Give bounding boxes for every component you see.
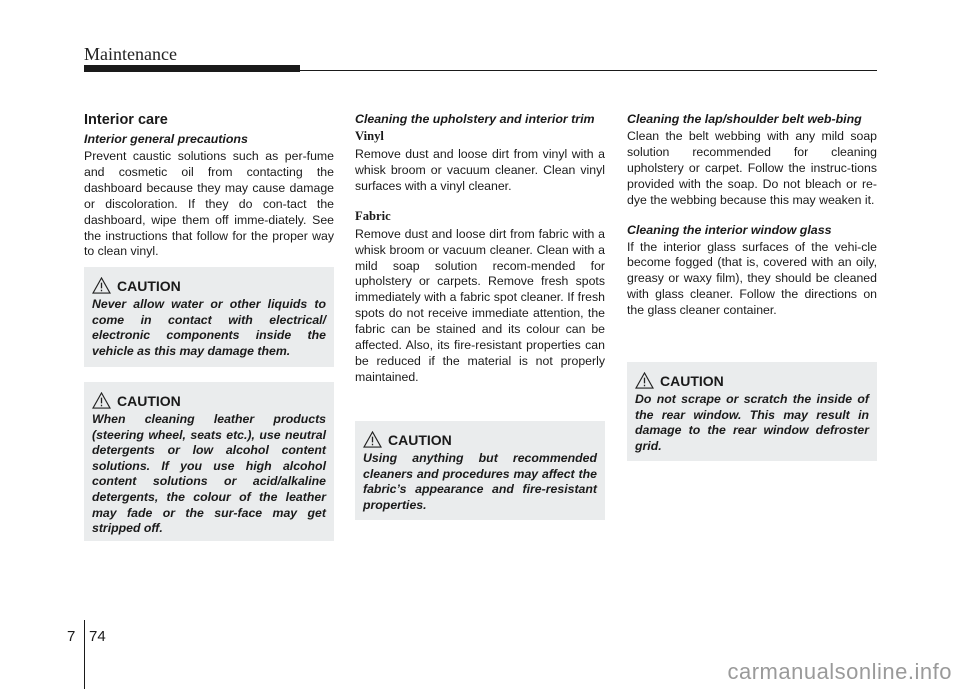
warning-triangle-icon — [363, 431, 382, 448]
glass-text: If the interior glass surfaces of the vehi-cle become fogged (that is, covered with an oily, greasy or waxy film), they should be cleaned with glass cleaner. Follow the directions on the glass cleaner container. — [627, 239, 877, 318]
fabric-text: Remove dust and loose dirt from fabric with a whisk broom or vacuum cleaner. Clean with a mild soap solution recom-mended for upholstery or carpets. Remove fresh spots immediately with a fabric spot cleaner. If fresh spots do not receive immediate attention, the fabric can be stained and its colour can be affected. Also, its fire-resistant properties can be reduced if the material is not properly maintained. — [355, 226, 605, 384]
caution-title: CAUTION — [117, 392, 181, 409]
caution-box-liquids — [84, 267, 334, 367]
vinyl-text: Remove dust and loose dirt from vinyl with a whisk broom or vacuum cleaner. Clean vinyl surfaces with a vinyl cleaner. — [355, 147, 605, 193]
page-header-title: Maintenance — [84, 44, 177, 64]
subsection-heading: Interior general precautions — [84, 132, 248, 146]
caution-box-leather — [84, 382, 334, 541]
footer-divider — [84, 620, 85, 689]
glass-heading: Cleaning the interior window glass — [627, 222, 832, 237]
caution-text: Using anything but recommended cleaners and procedures may affect the fabric’s appearance and fire-resistant properties. — [363, 451, 597, 512]
column-interior-care — [84, 112, 334, 260]
subsection-heading: Cleaning the upholstery and interior trim — [355, 112, 595, 126]
caution-text: Never allow water or other liquids to come in contact with electrical/ electronic components inside the vehicle as this may damage them. — [92, 297, 326, 358]
warning-triangle-icon — [92, 277, 111, 294]
column-upholstery — [355, 112, 605, 386]
caution-text: Do not scrape or scratch the inside of the rear window. This may result in damage to the rear window defroster grid. — [635, 392, 869, 453]
body-text: Prevent caustic solutions such as per-fume and cosmetic oil from contacting the dashboard because they may cause damage or discoloration. If they do con-tact the dashboard, wipe them off imme-diately. See the instructions that follow for the proper way to clean vinyl. — [84, 149, 334, 259]
caution-title: CAUTION — [117, 277, 181, 294]
warning-triangle-icon — [92, 392, 111, 409]
caution-text: When cleaning leather products (steering wheel, seats etc.), use neutral detergents or low alcohol content solutions. If you use high alcohol content solutions or acid/alkaline detergents, the colour of the leather may fade or the sur-face may get stripped off. — [92, 412, 326, 536]
caution-box-window — [627, 362, 877, 461]
caution-title: CAUTION — [388, 431, 452, 448]
fabric-heading: Fabric — [355, 208, 391, 223]
column-belt-glass — [627, 112, 877, 319]
warning-triangle-icon — [635, 372, 654, 389]
header-rule — [300, 70, 877, 71]
vinyl-heading: Vinyl — [355, 129, 384, 143]
watermark-link[interactable]: carmanualsonline.info — [727, 659, 952, 684]
caution-title: CAUTION — [660, 372, 724, 389]
page-number: 74 — [89, 628, 106, 645]
section-heading: Interior care — [84, 112, 168, 128]
caution-box-fabric — [355, 421, 605, 520]
belt-text: Clean the belt webbing with any mild soap solution recommended for cleaning upholstery or carpet. Follow the instruc-tions provided with the soap. Do not bleach or re-dye the webbing because this may weaken it. — [627, 129, 877, 207]
header-bar — [84, 65, 300, 72]
chapter-number: 7 — [67, 628, 76, 645]
belt-heading: Cleaning the lap/shoulder belt web-bing — [627, 112, 862, 126]
